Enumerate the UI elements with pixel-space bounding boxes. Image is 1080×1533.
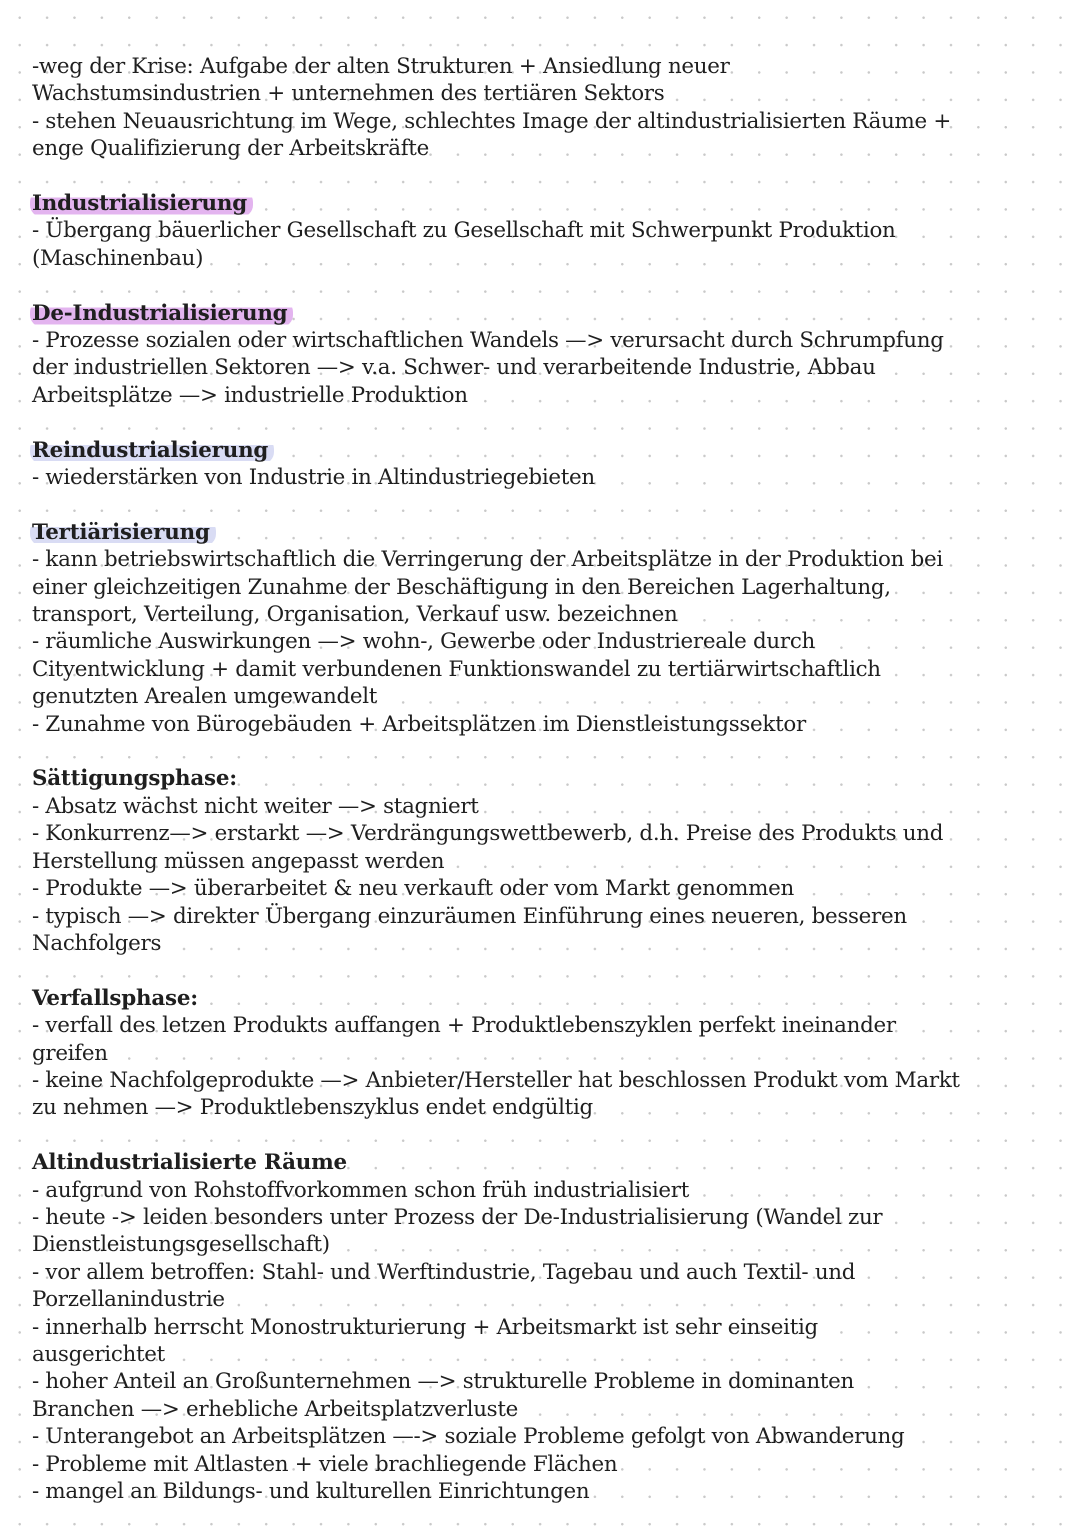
text-line: Dienstleistungsgesellschaft) — [32, 1232, 330, 1258]
text-line: transport, Verteilung, Organisation, Verkauf usw. bezeichnen — [32, 602, 678, 628]
notes-page — [32, 53, 1032, 1533]
section-heading: Verfallsphase: — [32, 985, 198, 1011]
section-industrialisierung — [32, 190, 1032, 272]
text-line: - räumliche Auswirkungen —> wohn-, Gewerbe oder Industriereale durch — [32, 629, 815, 655]
text-line: - stehen Neuausrichtung im Wege, schlechtes Image der altindustrialisierten Räume + — [32, 108, 951, 134]
text-line: Arbeitsplätze —> industrielle Produktion — [32, 382, 468, 408]
section-heading: Altindustrialisierte Räume — [32, 1150, 347, 1176]
text-line: - vor allem betroffen: Stahl- und Werftindustrie, Tagebau und auch Textil- und — [32, 1259, 856, 1285]
text-line: - wiederstärken von Industrie in Altindustriegebieten — [32, 465, 595, 491]
text-line: - Unterangebot an Arbeitsplätzen —-> soziale Probleme gefolgt von Abwanderung — [32, 1424, 905, 1450]
section-intro — [32, 53, 1032, 163]
text-line: greifen — [32, 1040, 108, 1066]
text-line: - Absatz wächst nicht weiter —> stagniert — [32, 793, 479, 819]
section-reindustrialisierung — [32, 437, 1032, 492]
text-line: Porzellanindustrie — [32, 1287, 225, 1313]
text-line: Nachfolgers — [32, 930, 162, 956]
section-heading: Sättigungsphase: — [32, 766, 237, 792]
text-line: - Übergang bäuerlicher Gesellschaft zu Gesellschaft mit Schwerpunkt Produktion — [32, 218, 896, 244]
text-line: - innerhalb herrscht Monostrukturierung + Arbeitsmarkt ist sehr einseitig — [32, 1314, 818, 1340]
text-line: - mangel an Bildungs- und kulturellen Einrichtungen — [32, 1479, 590, 1505]
text-line: - Probleme mit Altlasten + viele brachliegende Flächen — [32, 1451, 618, 1477]
text-line: - Konkurrenz—> erstarkt —> Verdrängungswettbewerb, d.h. Preise des Produkts und — [32, 821, 944, 847]
section-saettigungsphase — [32, 765, 1032, 957]
section-heading: De-Industrialisierung — [30, 300, 293, 327]
text-line: - verfall des letzen Produkts auffangen + Produktlebenszyklen perfekt ineinander — [32, 1013, 896, 1039]
section-heading: Tertiärisierung — [30, 519, 216, 546]
text-line: der industriellen Sektoren —> v.a. Schwer- und verarbeitende Industrie, Abbau — [32, 355, 876, 381]
text-line: zu nehmen —> Produktlebenszyklus endet endgültig — [32, 1095, 593, 1121]
text-line: Wachstumsindustrien + unternehmen des tertiären Sektors — [32, 81, 665, 107]
text-line: Herstellung müssen angepasst werden — [32, 848, 445, 874]
text-line: einer gleichzeitigen Zunahme der Beschäftigung in den Bereichen Lagerhaltung, — [32, 574, 891, 600]
text-line: - kann betriebswirtschaftlich die Verringerung der Arbeitsplätze in der Produktion bei — [32, 547, 943, 573]
section-heading: Reindustrialsierung — [30, 437, 274, 464]
section-tertiaerisierung — [32, 519, 1032, 738]
text-line: - Prozesse sozialen oder wirtschaftlichen Wandels —> verursacht durch Schrumpfung — [32, 328, 944, 354]
section-verfallsphase — [32, 985, 1032, 1122]
text-line: - hoher Anteil an Großunternehmen —> strukturelle Probleme in dominanten — [32, 1369, 855, 1395]
text-line: - keine Nachfolgeprodukte —> Anbieter/Hersteller hat beschlossen Produkt vom Markt — [32, 1067, 960, 1093]
section-altindustrialisierte-raeume — [32, 1149, 1032, 1505]
text-line: -weg der Krise: Aufgabe der alten Strukturen + Ansiedlung neuer — [32, 54, 730, 79]
text-line: ausgerichtet — [32, 1341, 165, 1367]
text-line: - typisch —> direkter Übergang einzuräumen Einführung eines neueren, besseren — [32, 903, 907, 929]
section-heading: Industrialisierung — [30, 190, 253, 217]
text-line: Cityentwicklung + damit verbundenen Funktionswandel zu tertiärwirtschaftlich — [32, 656, 881, 682]
text-line: Branchen —> erhebliche Arbeitsplatzverluste — [32, 1396, 518, 1422]
text-line: - aufgrund von Rohstoffvorkommen schon früh industrialisiert — [32, 1177, 689, 1203]
section-de-industrialisierung — [32, 300, 1032, 410]
text-line: - heute -> leiden besonders unter Prozess der De-Industrialisierung (Wandel zur — [32, 1204, 883, 1230]
text-line: genutzten Arealen umgewandelt — [32, 684, 378, 710]
text-line: enge Qualifizierung der Arbeitskräfte — [32, 136, 429, 162]
text-line: (Maschinenbau) — [32, 245, 204, 271]
text-line: - Produkte —> überarbeitet & neu verkauft oder vom Markt genommen — [32, 876, 794, 902]
text-line: - Zunahme von Bürogebäuden + Arbeitsplätzen im Dienstleistungssektor — [32, 711, 806, 737]
